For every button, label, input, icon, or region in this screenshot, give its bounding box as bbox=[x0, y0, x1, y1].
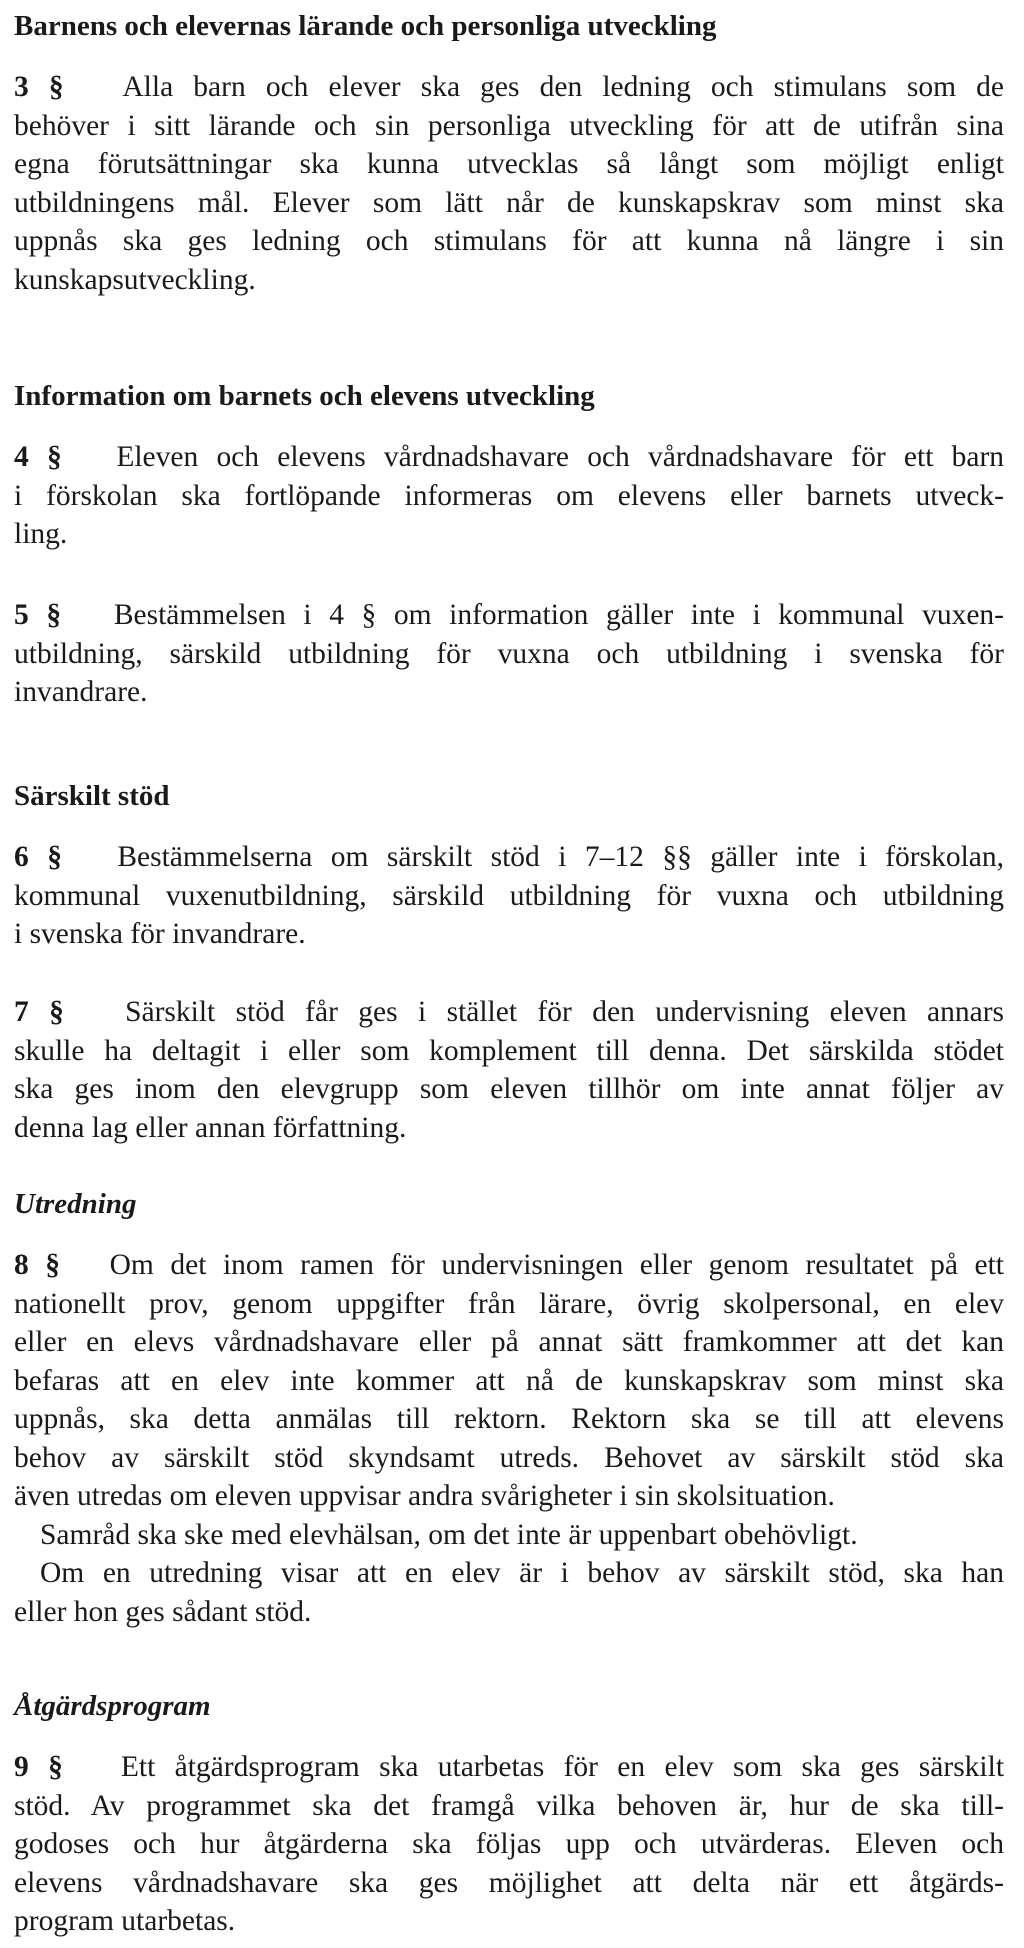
paragraph-3-line-1: 3 § Alla barn och elever ska ges den ledning och stimulans som de bbox=[14, 71, 1005, 103]
paragraph-7-line-3: ska ges inom den elevgrupp som eleven tillhör om inte annat följer av bbox=[14, 1073, 1004, 1105]
paragraph-5-line-2: utbildning, särskild utbildning för vuxna och utbildning i svenska för bbox=[14, 637, 1004, 670]
section-mark: § bbox=[49, 996, 64, 1028]
paragraph-4-line-3: ling. bbox=[14, 518, 68, 550]
paragraph-8-line-5: uppnås, ska detta anmälas till rektorn. Rektorn ska se till att elevens bbox=[14, 1403, 1004, 1435]
paragraph-4-line-2: i förskolan ska fortlöpande informeras om elevens eller barnets utveck- bbox=[14, 479, 1004, 512]
paragraph-6-line-1: 6 § Bestämmelserna om särskilt stöd i 7–12 §§ gäller inte i förskolan, bbox=[14, 841, 1005, 873]
paragraph-9-line-2: stöd. Av programmet ska det framgå vilka behoven är, hur de ska till- bbox=[14, 1789, 1004, 1822]
paragraph-7-line-1: 7 § Särskilt stöd får ges i stället för den undervisning eleven annars bbox=[14, 996, 1004, 1028]
paragraph-5 bbox=[14, 596, 1004, 712]
paragraph-8-para-2: Samråd ska ske med elevhälsan, om det inte är uppenbart obehövligt. bbox=[40, 1518, 858, 1551]
section-number: 9 bbox=[14, 1751, 29, 1783]
paragraph-3-line-6: kunskapsutveckling. bbox=[14, 263, 256, 296]
subheading-action-program: Åtgärdsprogram bbox=[14, 1690, 211, 1722]
section-number: 7 bbox=[14, 996, 29, 1028]
paragraph-3-line-3: egna förutsättningar ska kunna utvecklas så långt som möjligt enligt bbox=[14, 148, 1004, 180]
paragraph-9-line-3: godoses och hur åtgärderna ska följas upp och utvärderas. Eleven och bbox=[14, 1828, 1004, 1860]
paragraph-8-line-7: även utredas om eleven uppvisar andra svårigheter i sin skolsituation. bbox=[14, 1480, 835, 1512]
paragraph-3 bbox=[14, 68, 1004, 299]
paragraph-8 bbox=[14, 1246, 1004, 1631]
paragraph-9-line-4: elevens vårdnadshavare ska ges möjlighet att delta när ett åtgärds- bbox=[14, 1866, 1004, 1899]
section-mark: § bbox=[48, 71, 64, 103]
paragraph-3-line-2: behöver i sitt lärande och sin personliga utveckling för att de utifrån sina bbox=[14, 109, 1004, 142]
paragraph-8-line-3: eller en elevs vårdnadshavare eller på annat sätt framkommer att det kan bbox=[14, 1326, 1004, 1358]
section-number: 3 bbox=[14, 71, 29, 103]
section-mark: § bbox=[45, 1249, 61, 1281]
paragraph-8-line-2: nationellt prov, genom uppgifter från lärare, övrig skolpersonal, en elev bbox=[14, 1287, 1004, 1320]
paragraph-7-line-4: denna lag eller annan författning. bbox=[14, 1111, 407, 1144]
paragraph-5-line-3: invandrare. bbox=[14, 676, 148, 708]
section-number: 5 bbox=[14, 599, 29, 631]
paragraph-9-line-1: 9 § Ett åtgärdsprogram ska utarbetas för en elev som ska ges särskilt bbox=[14, 1751, 1005, 1783]
paragraph-7-line-2: skulle ha deltagit i eller som komplement till denna. Det särskilda stödet bbox=[14, 1034, 1004, 1067]
section-heading-special-support: Särskilt stöd bbox=[14, 780, 170, 812]
paragraph-6 bbox=[14, 838, 1004, 954]
paragraph-5-line-1: 5 § Bestämmelsen i 4 § om information gäller inte i kommunal vuxen- bbox=[14, 599, 1004, 631]
paragraph-8-line-4: befaras att en elev inte kommer att nå de kunskapskrav som minst ska bbox=[14, 1364, 1004, 1397]
paragraph-8-para-3-line-1: Om en utredning visar att en elev är i behov av särskilt stöd, ska han bbox=[40, 1557, 1004, 1589]
section-number: 4 bbox=[14, 441, 29, 473]
paragraph-3-line-5: uppnås ska ges ledning och stimulans för att kunna nå längre i sin bbox=[14, 225, 1004, 257]
subheading-investigation: Utredning bbox=[14, 1188, 137, 1220]
paragraph-6-line-3: i svenska för invandrare. bbox=[14, 918, 306, 950]
section-mark: § bbox=[46, 441, 62, 473]
paragraph-8-line-1: 8 § Om det inom ramen för undervisningen eller genom resultatet på ett bbox=[14, 1249, 1004, 1281]
paragraph-9-line-5: program utarbetas. bbox=[14, 1905, 236, 1937]
section-heading-learning: Barnens och elevernas lärande och personliga utveckling bbox=[14, 10, 717, 42]
paragraph-8-line-6: behov av särskilt stöd skyndsamt utreds. Behovet av särskilt stöd ska bbox=[14, 1441, 1004, 1474]
section-number: 6 bbox=[14, 841, 29, 873]
paragraph-9 bbox=[14, 1748, 1004, 1941]
section-mark: § bbox=[47, 841, 62, 873]
section-number: 8 bbox=[14, 1249, 29, 1281]
paragraph-4 bbox=[14, 438, 1004, 554]
section-heading-information: Information om barnets och elevens utveckling bbox=[14, 380, 595, 412]
paragraph-8-para-3-line-2: eller hon ges sådant stöd. bbox=[14, 1595, 312, 1628]
section-mark: § bbox=[46, 599, 62, 631]
section-mark: § bbox=[48, 1751, 63, 1783]
paragraph-4-line-1: 4 § Eleven och elevens vårdnadshavare och vårdnadshavare för ett barn bbox=[14, 441, 1005, 473]
paragraph-7 bbox=[14, 993, 1004, 1147]
paragraph-3-line-4: utbildningens mål. Elever som lätt når de kunskapskrav som minst ska bbox=[14, 186, 1004, 219]
paragraph-6-line-2: kommunal vuxenutbildning, särskild utbildning för vuxna och utbildning bbox=[14, 879, 1004, 912]
